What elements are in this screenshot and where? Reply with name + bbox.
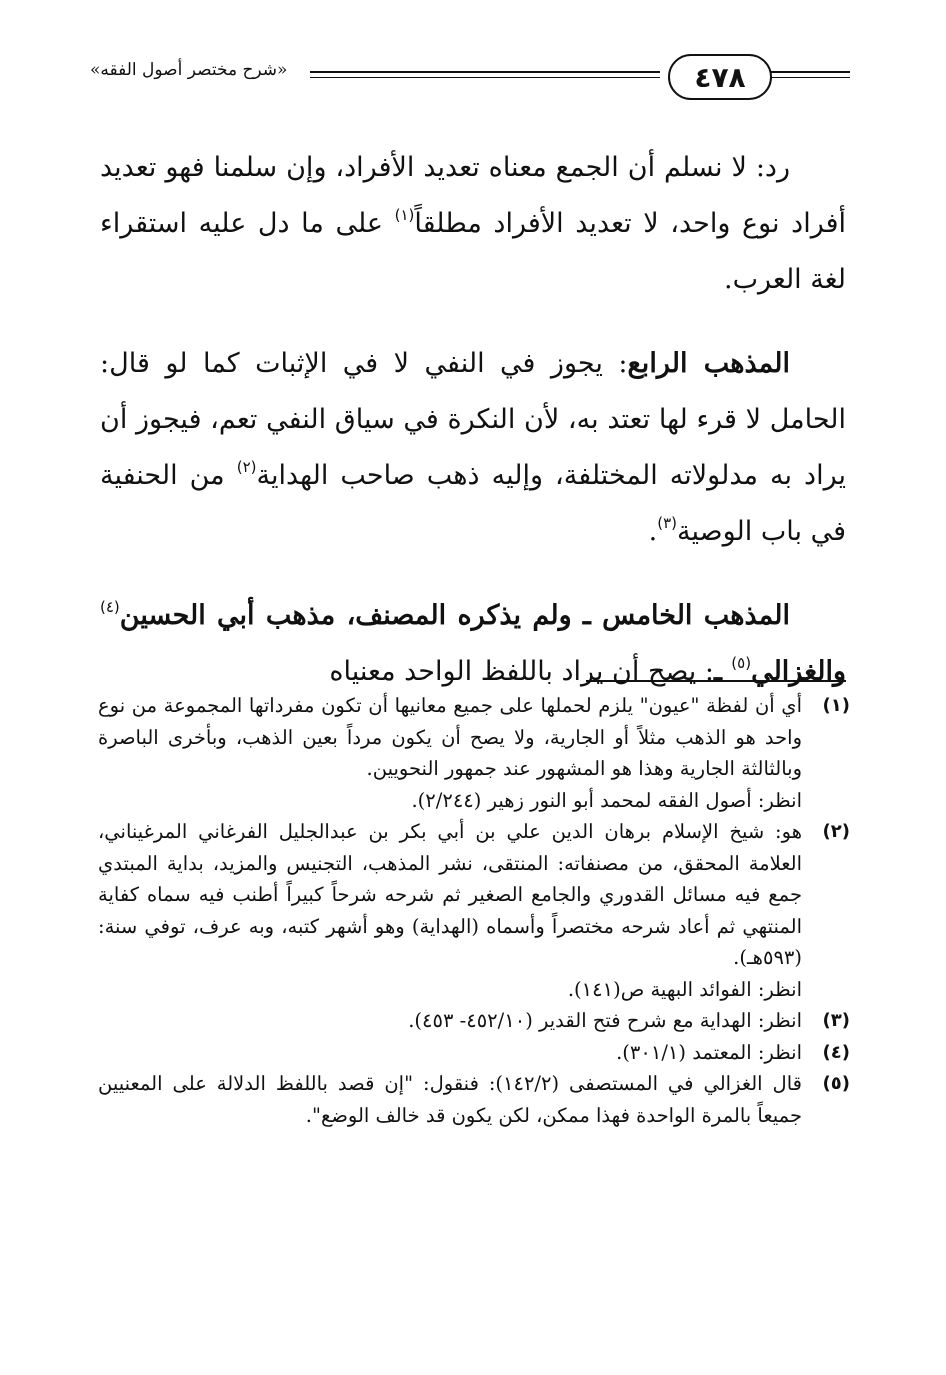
- paragraph-text: على ما دل عليه استقراء لغة العرب.: [100, 208, 846, 295]
- footnote-item: [98, 816, 850, 1005]
- footnote-ref[interactable]: (٥): [731, 654, 752, 672]
- paragraph-text: .: [648, 516, 658, 547]
- footnote-text: هو: شيخ الإسلام برهان الدين علي بن أبي بكر بن عبدالجليل الفرغاني المرغيناني، العلامة المحقق، من مصنفاته: المنتقى، نشر المذهب، التجنيس والمزيد، بداية المبتدي جمع فيه مسائل القدوري والجامع الصغير ثم شرحه شرحاً كبيراً أطنب فيه سماه كفاية المنتهي ثم أعاد شرحه مختصراً وأسماه (الهداية) وهو أشهر كتبه، وبه عرف، توفي سنة: (٥٩٣هـ).: [98, 820, 802, 969]
- running-header: [90, 48, 850, 108]
- section-heading: المذهب الخامس ـ ولم يذكره المصنف، مذهب أبي الحسين: [119, 600, 790, 631]
- footnote-item: [98, 1037, 850, 1069]
- footnote-ref[interactable]: (٣): [657, 514, 678, 532]
- footnote-text: انظر: المعتمد (٣٠١/١).: [616, 1040, 802, 1064]
- footnote-reference: انظر: أصول الفقه لمحمد أبو النور زهير (٢/٢٤٤).: [411, 788, 802, 812]
- footnote-body: [98, 690, 802, 816]
- footnote-ref[interactable]: (٢): [236, 458, 257, 476]
- footnote-number: (٣): [822, 1010, 850, 1031]
- running-title: «شرح مختصر أصول الفقه»: [90, 60, 288, 80]
- paragraph-fourth-school: [100, 336, 846, 560]
- footnote-body: [98, 1068, 802, 1131]
- paragraph-text: من الحنفية في باب الوصية: [100, 460, 846, 547]
- section-heading: ـ: [713, 656, 732, 687]
- footnote-number: (٢): [822, 821, 850, 842]
- footnote-separator: [586, 680, 846, 682]
- header-rule-right: [768, 71, 850, 73]
- footnote-number: (٤): [822, 1041, 850, 1063]
- section-heading: المذهب الرابع: [627, 348, 790, 379]
- page-number: ٤٧٨: [668, 54, 772, 100]
- paragraph-reply: [100, 140, 846, 308]
- footnote-number: (٥): [822, 1073, 850, 1094]
- paragraph-text: : يجوز في النفي لا في الإثبات كما لو قال: الحامل لا قرء لها تعتد به، لأن النكرة في سياق النفي تعم، فيجوز أن يراد به مدلولاته المختلفة، وإليه ذهب صاحب الهداية: [100, 348, 846, 491]
- footnote-text: أي أن لفظة "عيون" يلزم لحملها على جميع معانيها أن تكون مفرداتها المجموعة من نوع واحد هو الذهب مثلاً أو الجارية، ولا يصح أن يكون مرداً بعين الذهب، وبأخرى الباصرة وبالثالثة الجارية وهذا هو المشهور عند جمهور النحويين.: [98, 694, 802, 780]
- footnote-text: قال الغزالي في المستصفى (١٤٢/٢): فنقول: "إن قصد باللفظ الدلالة على المعنيين جميعاً بالمرة الواحدة فهذا ممكن، لكن يكون قد خالف الوضع".: [98, 1072, 802, 1127]
- paragraph-fifth-school: [100, 588, 846, 700]
- header-rule-left: [310, 71, 660, 73]
- footnote-body: [98, 1005, 802, 1037]
- footnote-ref[interactable]: (١): [394, 206, 415, 224]
- footnote-body: [98, 816, 802, 1005]
- footnote-item: [98, 690, 850, 816]
- section-heading: والغزالي: [751, 656, 846, 687]
- footnote-number: (١): [822, 695, 850, 716]
- header-rule-left-thin: [310, 77, 660, 78]
- footnote-body: [98, 1037, 802, 1069]
- paragraph-text: : يصح أن يراد باللفظ الواحد معنياه: [329, 656, 714, 687]
- footnote-item: [98, 1068, 850, 1131]
- header-rule-right-thin: [768, 77, 850, 78]
- main-text: [100, 140, 846, 700]
- footnote-text: انظر: الهداية مع شرح فتح القدير (٤٥٢/١٠- ٤٥٣).: [408, 1009, 802, 1032]
- footnote-reference: انظر: الفوائد البهية ص(١٤١).: [567, 977, 802, 1001]
- footnotes: [98, 690, 850, 1131]
- footnote-ref[interactable]: (٤): [100, 598, 120, 616]
- paragraph-text: رد: لا نسلم أن الجمع معناه تعديد الأفراد، وإن سلمنا فهو تعديد أفراد نوع واحد، لا تعديد الأفراد مطلقاً: [100, 152, 846, 239]
- footnote-item: [98, 1005, 850, 1037]
